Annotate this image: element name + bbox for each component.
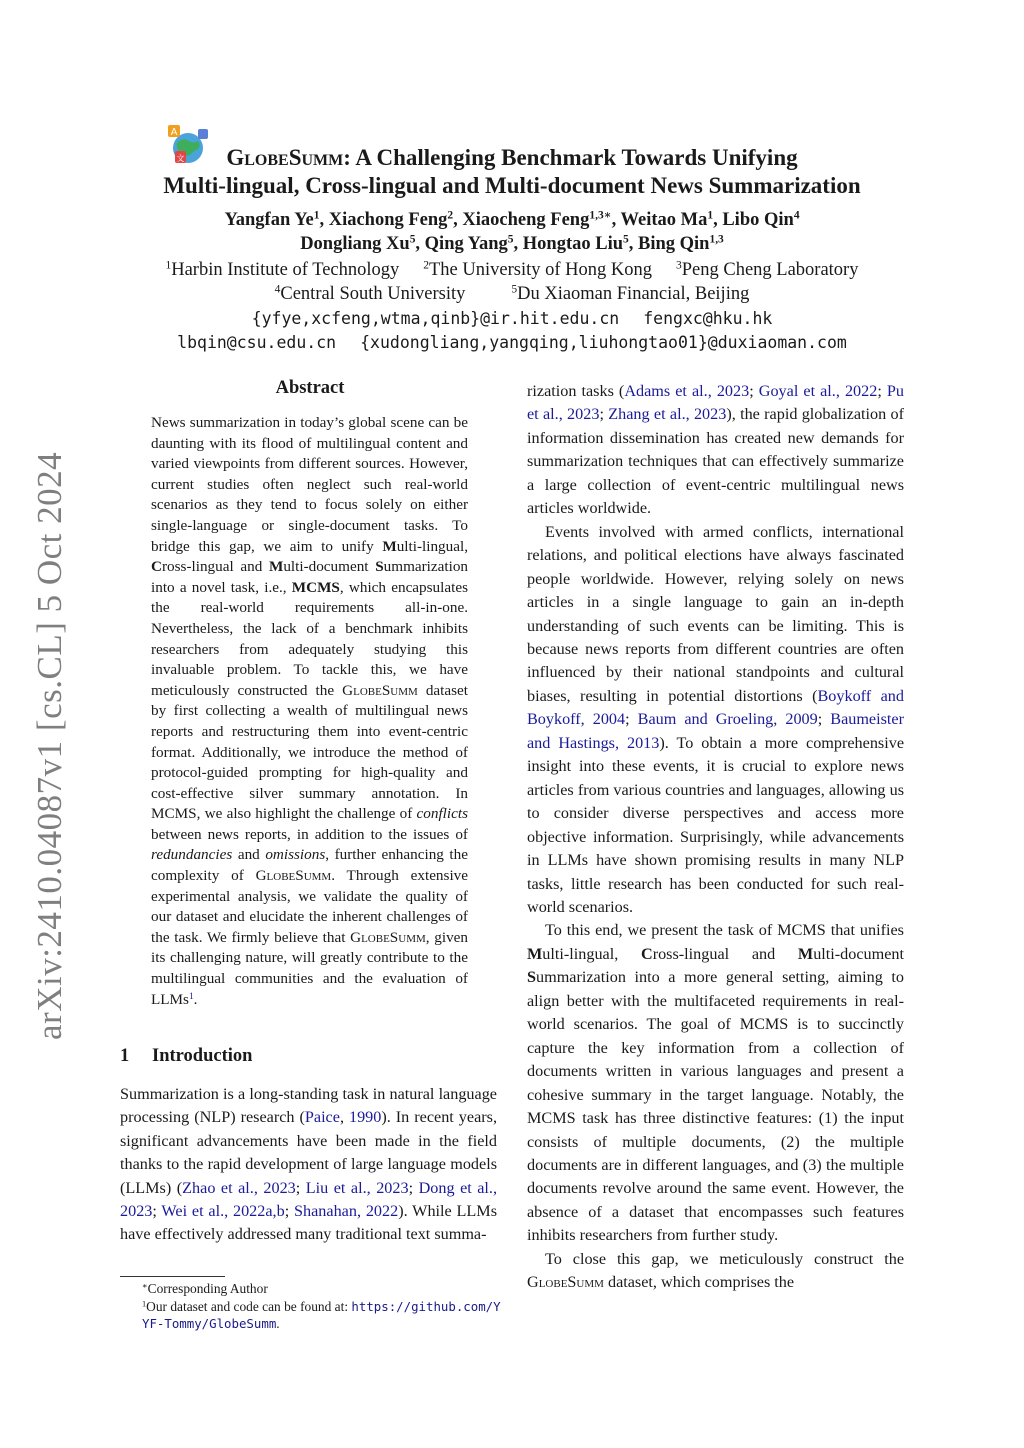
author-name: Yangfan Ye: [224, 210, 314, 230]
abstract-text: , further enhancing the complexity of: [151, 846, 468, 885]
dataset-name: GlobeSumm: [342, 681, 418, 699]
affiliation: The University of Hong Kong: [429, 260, 652, 280]
body-text: Events involved with armed conflicts, international relations, and political elections have always fascinated people worldwide. However, relying solely on news articles in a single language to gain an in-depth understanding of such events can be limiting. This is because news reports from different countries are often influenced by their national standpoints and cultural biases, resulting in potential distortions (: [527, 522, 904, 705]
abstract-body: [151, 413, 468, 1010]
dataset-name: GlobeSumm: [255, 867, 332, 885]
author-sep: ,: [628, 234, 638, 254]
task-name-mcms: MCMS: [777, 921, 826, 940]
abstract-heading: Abstract: [275, 378, 345, 398]
body-text: ;: [599, 405, 609, 424]
body-text: ummarization into a more general setting, aiming to align better with the multifaceted requirements in real-world scenarios. The goal of: [527, 968, 904, 1034]
footnote-text: Corresponding Author: [147, 1281, 268, 1296]
body-text: ;: [749, 382, 759, 400]
affiliation: Du Xiaoman Financial, Beijing: [517, 284, 750, 304]
body-text: ulti-document: [813, 944, 905, 963]
body-text: ). In recent years, significant advancements have been made in the field thanks to the rapid development of large language models (LLMs) (: [120, 1108, 497, 1197]
affiliation: Harbin Institute of Technology: [171, 260, 400, 280]
task-name-mcms: MCMS: [151, 805, 197, 823]
citation-link[interactable]: Baumeister and Hastings, 2013: [527, 710, 904, 752]
abstract-text: , which encapsulates the real-world requirements all-in-one. Nevertheless, the lack of a benchmark inhibits researchers from adequately studying this invaluable problem. To tackle this, we have meticulously constructed the: [151, 578, 468, 699]
abstract-text: and: [232, 846, 266, 864]
citation-link[interactable]: Dong et al., 2023: [120, 1178, 498, 1221]
body-bold: C: [640, 944, 653, 963]
body-text: ), the rapid globalization of information dissemination has created new demands for summarization techniques that can effectively summarize a large collection of event-centric multilingual news articles worldwide.: [527, 405, 905, 518]
body-text: that unifies: [825, 921, 904, 940]
citation-link[interactable]: Adams et al., 2023: [624, 382, 750, 400]
body-text: is to succinctly capture the key information from a collection of documents written in various languages and present a cohesive summary in the target language. Notably, the: [527, 1015, 904, 1104]
body-text: ,: [339, 1108, 349, 1127]
author-name: Dongliang Xu: [300, 234, 410, 254]
body-text: task has three distinctive features: (1) the input consists of multiple documents, (2) the multiple documents are in different languages, and (3) the multiple documents revolve around the same event. However, the absence of a dataset that encompasses such features inhibits researchers from further study.: [527, 1109, 904, 1245]
citation-link[interactable]: Paice: [304, 1108, 340, 1127]
author-sup: 1: [313, 209, 320, 222]
abstract-bold: C: [151, 558, 162, 576]
logo-letter-zh: 文: [176, 154, 185, 163]
dataset-name: GlobeSumm: [350, 928, 426, 946]
author-sup: 1: [707, 209, 714, 222]
abstract-text: dataset by first collecting a wealth of multilingual news reports and restructuring them into event-centric format. Additionally, we introduce the method of protocol-guided prompting for high-quality and cost-effective silver summary annotation. In: [151, 681, 468, 802]
footnote-divider: [120, 1276, 225, 1277]
affiliation: Peng Cheng Laboratory: [681, 260, 859, 280]
author-name: Xiaocheng Feng: [462, 210, 590, 230]
abstract-text: ulti-lingual,: [396, 537, 468, 555]
citation-link[interactable]: Wei et al., 2022a,b: [161, 1202, 285, 1221]
intro-paragraph: [120, 1083, 497, 1247]
abstract-bold: S: [375, 558, 384, 576]
section-title: Introduction: [152, 1046, 253, 1066]
body-text: ;: [284, 1202, 295, 1221]
body-text: ). While LLMs have effectively addressed many traditional text summa-: [120, 1202, 498, 1244]
author-list-line-1: [0, 208, 1024, 232]
abstract-bold: M: [268, 558, 284, 576]
paper-title-line-1: [0, 143, 1024, 172]
author-name: Xiachong Feng: [328, 210, 448, 230]
github-url-link[interactable]: https://github.com/YYF-Tommy/GlobeSumm: [142, 1298, 501, 1331]
body-bold: M: [797, 944, 814, 963]
affil-sup: 5: [511, 283, 518, 296]
title-name: GlobeSumm: [226, 145, 344, 170]
citation-link[interactable]: Boykoff and Boykoff, 2004: [527, 686, 904, 729]
abstract-text: ross-lingual and: [161, 558, 269, 576]
citation-link[interactable]: Pu et al., 2023: [527, 382, 904, 424]
author-name: Qing Yang: [424, 234, 508, 254]
abstract-italic: omissions: [265, 846, 326, 864]
body-text: ;: [877, 382, 887, 400]
email-address[interactable]: {yfye,xcfeng,wtma,qinb}@ir.hit.edu.cn: [251, 309, 620, 328]
citation-link[interactable]: 1990: [348, 1108, 382, 1127]
email-address[interactable]: {xudongliang,yangqing,liuhongtao01}@duxiaoman.com: [360, 333, 847, 352]
abstract-italic: redundancies: [151, 846, 233, 864]
affil-sup: 3: [676, 259, 682, 272]
affiliations-line-2: [0, 282, 1024, 306]
task-name-mcms: MCMS: [291, 578, 340, 596]
task-name-mcms: MCMS: [527, 1109, 576, 1128]
citation-link[interactable]: Baum and Groeling, 2009: [637, 710, 818, 729]
author-name: Weitao Ma: [620, 210, 708, 230]
author-list-line-2: [0, 232, 1024, 256]
logo-letter-a: A: [170, 127, 178, 138]
author-sup: 1,3∗: [589, 209, 612, 222]
abstract-text: ulti-document: [283, 558, 376, 576]
author-sep: ,: [611, 210, 621, 230]
footnote-text: .: [276, 1316, 280, 1331]
abstract-text: ummarization into a novel task, i.e.,: [151, 558, 469, 596]
abstract-text: , we also highlight the challenge of: [196, 805, 417, 823]
body-bold: M: [527, 944, 543, 963]
section-number: 1: [120, 1046, 130, 1066]
affil-sup: 4: [274, 283, 281, 296]
arxiv-identifier: arXiv:2410.04087v1 [cs.CL] 5 Oct 2024: [30, 451, 69, 1040]
author-sep: ,: [513, 234, 523, 254]
emails-line-2: [0, 331, 1024, 355]
author-sup: 1,3: [709, 233, 724, 246]
body-bold: S: [527, 968, 537, 987]
body-text: dataset, which comprises the: [603, 1273, 795, 1292]
body-text: To this end, we present the task of: [545, 921, 778, 940]
abstract-text: between news reports, in addition to the issues of: [151, 825, 468, 843]
footnote-ref-link[interactable]: 1: [188, 991, 194, 1002]
footnote-text: Our dataset and code can be found at:: [146, 1298, 352, 1314]
citation-link[interactable]: Zhao et al., 2023: [182, 1178, 296, 1197]
author-name: Libo Qin: [722, 210, 794, 230]
citation-link[interactable]: Shanahan, 2022: [294, 1202, 399, 1221]
body-text: ;: [295, 1178, 306, 1197]
body-text: ;: [625, 710, 638, 729]
body-text: To close this gap, we meticulously construct the: [545, 1249, 904, 1268]
author-sep: ,: [415, 234, 425, 254]
footnotes: [120, 1280, 504, 1333]
paper-title-line-2: Multi-lingual, Cross-lingual and Multi-document News Summarization: [163, 173, 861, 198]
footnote-mark: 1: [142, 1298, 147, 1308]
author-sup: 2: [447, 209, 454, 222]
author-sep: ,: [319, 210, 329, 230]
affiliation: Central South University: [280, 284, 466, 304]
abstract-text: , given its challenging nature, will greatly contribute to the multilingual communities and the evaluation of LLMs: [151, 928, 468, 1008]
affil-sup: 2: [423, 259, 429, 272]
citation-link[interactable]: Zhang et al., 2023: [608, 405, 727, 424]
abstract-bold: M: [382, 537, 397, 555]
dataset-name: GlobeSumm: [527, 1273, 604, 1292]
author-sup: 5: [507, 233, 514, 246]
right-column-body: [527, 380, 904, 1295]
body-text: Summarization is a long-standing task in natural language processing (NLP) research (: [120, 1085, 497, 1127]
section-heading-introduction: [120, 1046, 252, 1067]
body-text: ;: [408, 1178, 419, 1197]
citation-link[interactable]: Goyal et al., 2022: [758, 382, 878, 400]
body-text: ;: [152, 1202, 162, 1221]
title-rest: : A Challenging Benchmark Towards Unifying: [343, 145, 798, 170]
author-sup: 5: [409, 233, 416, 246]
task-name-mcms: MCMS: [739, 1015, 789, 1034]
email-address[interactable]: lbqin@csu.edu.cn: [177, 333, 337, 352]
abstract-italic: conflicts: [416, 805, 468, 823]
affil-sup: 1: [165, 259, 172, 272]
body-text: ulti-lingual,: [542, 944, 641, 963]
affiliations-line-1: [0, 258, 1024, 282]
author-sup: 5: [623, 233, 629, 246]
footnote-mark: ∗: [142, 1281, 148, 1291]
abstract-text: . Through extensive experimental analysis, we validate the quality of our dataset and elucidate the inherent challenges of the task. We firmly believe that: [151, 867, 468, 946]
author-name: Hongtao Liu: [522, 234, 623, 254]
author-sep: ,: [453, 210, 463, 230]
body-text: rization tasks (: [527, 382, 625, 400]
citation-link[interactable]: Liu et al., 2023: [305, 1178, 409, 1197]
body-text: ). To obtain a more comprehensive insight into these events, it is crucial to explore news articles from various countries and languages, allowing us to consider diverse perspectives and access more objective information. Surprisingly, while advancements in LLMs have shown promising results in many NLP tasks, little research has been conducted for such real-world scenarios.: [527, 733, 905, 916]
email-address[interactable]: fengxc@hku.hk: [643, 309, 773, 328]
emails-line-1: [0, 307, 1024, 331]
body-text: ross-lingual and: [652, 944, 798, 963]
abstract-text: .: [193, 990, 198, 1008]
abstract-text: News summarization in today’s global scene can be daunting with its flood of multilingual content and varied viewpoints from different sources. However, current studies often neglect such real-world scenarios as they tend to focus solely on either single-language or single-document tasks. To bridge this gap, we aim to unify: [151, 414, 468, 555]
body-text: ;: [817, 710, 831, 729]
author-sup: 4: [793, 209, 800, 222]
author-name: Bing Qin: [637, 234, 710, 254]
author-sep: ,: [713, 210, 723, 230]
